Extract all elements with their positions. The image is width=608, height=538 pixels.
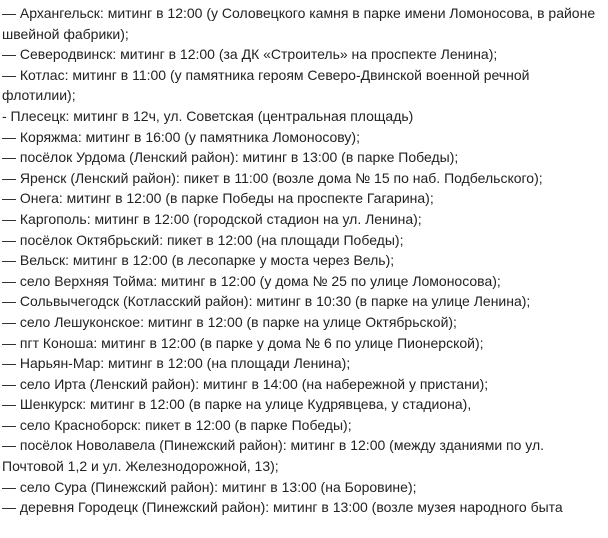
list-item: — Нарьян-Мар: митинг в 12:00 (на площади Ленина); [2, 355, 351, 372]
list-item: — село Красноборск: пикет в 12:00 (в парке Победы); [2, 416, 352, 433]
list-item: — посёлок Октябрьский: пикет в 12:00 (на площади Победы); [2, 231, 404, 248]
list-item: — Каргополь: митинг в 12:00 (городской стадион на ул. Ленина); [2, 210, 422, 227]
list-item: — пгт Коноша: митинг в 12:00 (в парке у дома № 6 по улице Пионерской); [2, 334, 484, 351]
list-item: — село Лешуконское: митинг в 12:00 (в парке на улице Октябрьской); [2, 313, 457, 330]
list-item: — село Сура (Пинежский район): митинг в 13:00 (на Боровине); [2, 478, 417, 495]
list-item: — посёлок Новолавела (Пинежский район): митинг в 12:00 (между зданиями по ул. Почтовой 1,2 и ул. Железнодорожной, 13); [2, 437, 545, 475]
list-item: — Яренск (Ленский район): пикет в 11:00 (возле дома № 15 по наб. Подбельского); [2, 169, 543, 186]
list-item: — посёлок Урдома (Ленский район): митинг в 13:00 (в парке Победы); [2, 149, 459, 166]
list-item: — Онега: митинг в 12:00 (в парке Победы на проспекте Гагарина); [2, 190, 434, 207]
list-item: — деревня Городецк (Пинежский район): митинг в 13:00 (возле музея народного быта [2, 499, 563, 516]
list-item: — Архангельск: митинг в 12:00 (у Соловецкого камня в парке имени Ломоносова, в районе швейной фабрики); [2, 5, 596, 42]
list-item: — Котлас: митинг в 11:00 (у памятника героям Северо-Двинской военной речной флотилии); [2, 66, 530, 104]
list-item: — Сольвычегодск (Котласский район): митинг в 10:30 (в парке на улице Ленина); [2, 293, 531, 310]
list-item: - Плесецк: митинг в 12ч, ул. Советская (центральная площадь) [2, 107, 414, 124]
list-item: — Северодвинск: митинг в 12:00 (за ДК «Строитель» на проспекте Ленина); [2, 46, 498, 63]
list-item: — Шенкурск: митинг в 12:00 (в парке на улице Кудрявцева, у стадиона), [2, 396, 472, 413]
list-item: — Коряжма: митинг в 16:00 (у памятника Ломоносову); [2, 128, 360, 145]
rally-list [2, 3, 602, 518]
list-item: — село Ирта (Ленский район): митинг в 14:00 (на набережной у пристани); [2, 375, 489, 392]
list-item: — Вельск: митинг в 12:00 (в лесопарке у моста через Вель); [2, 252, 395, 269]
list-item: — село Верхняя Тойма: митинг в 12:00 (у дома № 25 по улице Ломоносова); [2, 272, 501, 289]
